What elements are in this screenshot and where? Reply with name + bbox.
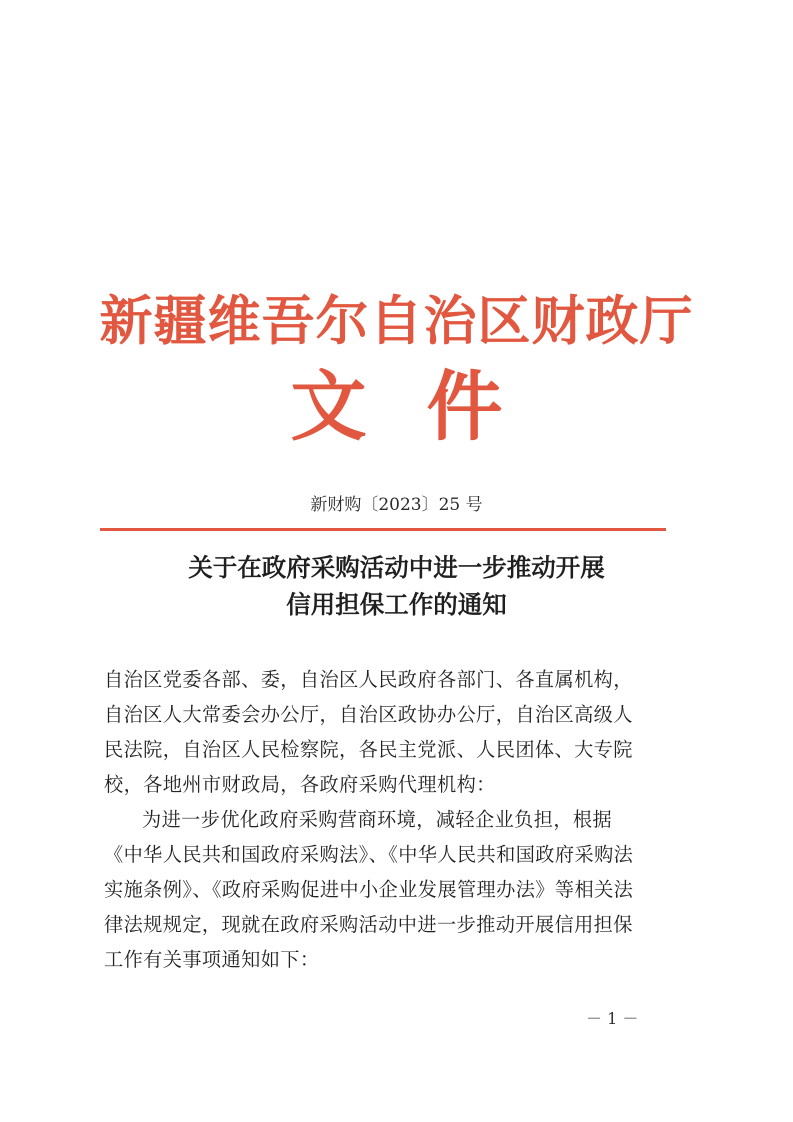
- paragraph-line-2: 《中华人民共和国政府采购法》、《中华人民共和国政府采购法: [104, 843, 634, 866]
- recipients-line-2: 自治区人大常委会办公厅，自治区政协办公厅，自治区高级人: [104, 703, 633, 726]
- red-divider-line: [100, 528, 666, 531]
- issuer-name: 新疆维吾尔自治区财政厅: [99, 291, 694, 352]
- document-body: [104, 662, 670, 977]
- recipients-line-3: 民法院，自治区人民检察院，各民主党派、人民团体、大专院: [104, 738, 633, 761]
- paragraph-line-1: 为进一步优化政府采购营商环境，减轻企业负担，根据: [142, 808, 613, 831]
- document-number: 新财购〔2023〕25 号: [310, 495, 483, 515]
- paragraph-line-5: 工作有关事项通知如下：: [104, 948, 320, 971]
- paragraph-line-4: 律法规规定，现就在政府采购活动中进一步推动开展信用担保: [104, 913, 633, 936]
- paragraph-line-3: 实施条例》、《政府采购促进中小企业发展管理办法》等相关法: [104, 878, 634, 901]
- title-line-2: 信用担保工作的通知: [286, 590, 507, 619]
- page-number: － 1 －: [586, 1009, 639, 1028]
- document-type: 文件: [290, 362, 563, 451]
- document-title: [0, 549, 793, 623]
- recipients-line-4: 校，各地州市财政局，各政府采购代理机构：: [104, 773, 496, 796]
- title-line-1: 关于在政府采购活动中进一步推动开展: [188, 553, 605, 582]
- recipients-line-1: 自治区党委各部、委，自治区人民政府各部门、各直属机构，: [104, 668, 633, 691]
